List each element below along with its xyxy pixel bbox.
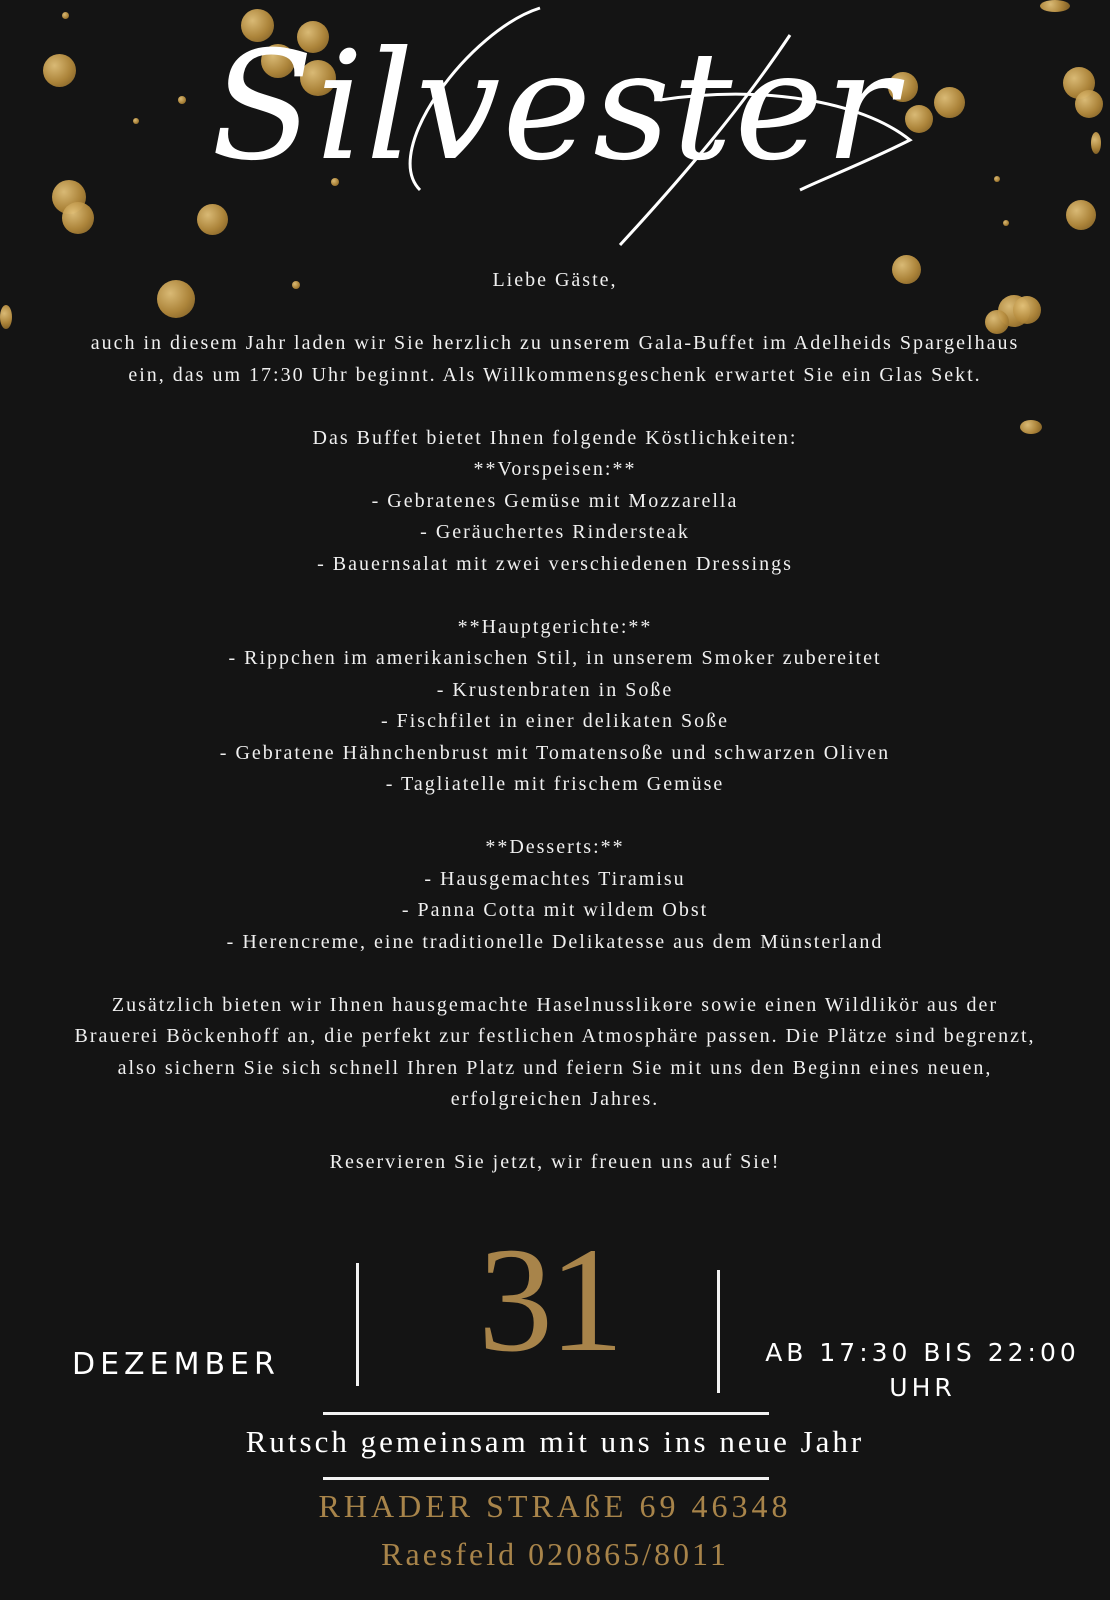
hauptgerichte-heading: **Hauptgerichte:**: [457, 615, 653, 638]
extra-line: Zusätzlich bieten wir Ihnen hausgemachte Haselnusslikөre sowie einen Wildlikör aus der: [111, 993, 999, 1016]
menu-item: - Hausgemachtes Tiramisu: [424, 867, 686, 890]
vorspeisen-heading: **Vorspeisen:**: [473, 458, 637, 480]
greeting: Liebe Gäste,: [492, 269, 618, 291]
event-time-line2: UHR: [889, 1373, 956, 1402]
invitation-text: [0, 265, 1110, 1179]
city-phone: Raesfeld 020865/8011: [381, 1536, 729, 1572]
menu-item: - Panna Cotta mit wildem Obst: [401, 899, 709, 921]
extra-line: Brauerei Böckenhoff an, die perfekt zur festlichen Atmosphäre passen. Die Plätze sind begrenzt,: [74, 1025, 1036, 1047]
desserts-heading: **Desserts:**: [485, 836, 625, 858]
menu-item: - Fischfilet in einer delikaten Soße: [380, 710, 730, 732]
event-time-line1: AB 17:30 BIS 22:00: [765, 1338, 1080, 1367]
menu-item: - Krustenbraten in Soße: [436, 678, 674, 701]
menu-item: - Tagliatelle mit frischem Gemüse: [385, 773, 725, 795]
event-month: DEZEMBER: [72, 1347, 280, 1382]
extra-line: also sichern Sie sich schnell Ihren Platz und feiern Sie mit uns den Beginn eines neuen,: [117, 1056, 993, 1079]
rule-bottom: [323, 1477, 769, 1480]
address: RHADER STRAßE 69 46348: [318, 1488, 792, 1524]
menu-item: - Gebratene Hähnchenbrust mit Tomatensoße und schwarzen Oliven: [219, 741, 891, 764]
closing-line: Reservieren Sie jetzt, wir freuen uns auf Sie!: [329, 1151, 781, 1173]
menu-item: - Geräuchertes Rindersteak: [420, 521, 690, 543]
extra-line: erfolgreichen Jahres.: [450, 1088, 660, 1110]
slogan: Rutsch gemeinsam mit uns ins neue Jahr: [245, 1424, 865, 1459]
menu-item: - Bauernsalat mit zwei verschiedenen Dressings: [317, 552, 793, 575]
divider-right: [717, 1270, 720, 1393]
menu-item: - Herencreme, eine traditionelle Delikatesse aus dem Münsterland: [226, 930, 884, 953]
event-time: [760, 1335, 1085, 1405]
divider-left: [356, 1263, 359, 1386]
menu-item: - Rippchen im amerikanischen Stil, in unserem Smoker zubereitet: [228, 647, 882, 669]
page-title: Silvester: [211, 20, 899, 194]
event-day: 31: [478, 1217, 620, 1383]
intro-line: ein, das um 17:30 Uhr beginnt. Als Willkommensgeschenk erwartet Sie ein Glas Sekt.: [128, 363, 982, 386]
menu-item: - Gebratenes Gemüse mit Mozzarella: [371, 489, 739, 512]
rule-top: [323, 1412, 769, 1415]
buffet-intro: Das Buffet bietet Ihnen folgende Köstlichkeiten:: [312, 426, 798, 449]
intro-line: auch in diesem Jahr laden wir Sie herzlich zu unserem Gala-Buffet im Adelheids Spargelhaus: [90, 332, 1020, 354]
header: [0, 0, 1110, 250]
